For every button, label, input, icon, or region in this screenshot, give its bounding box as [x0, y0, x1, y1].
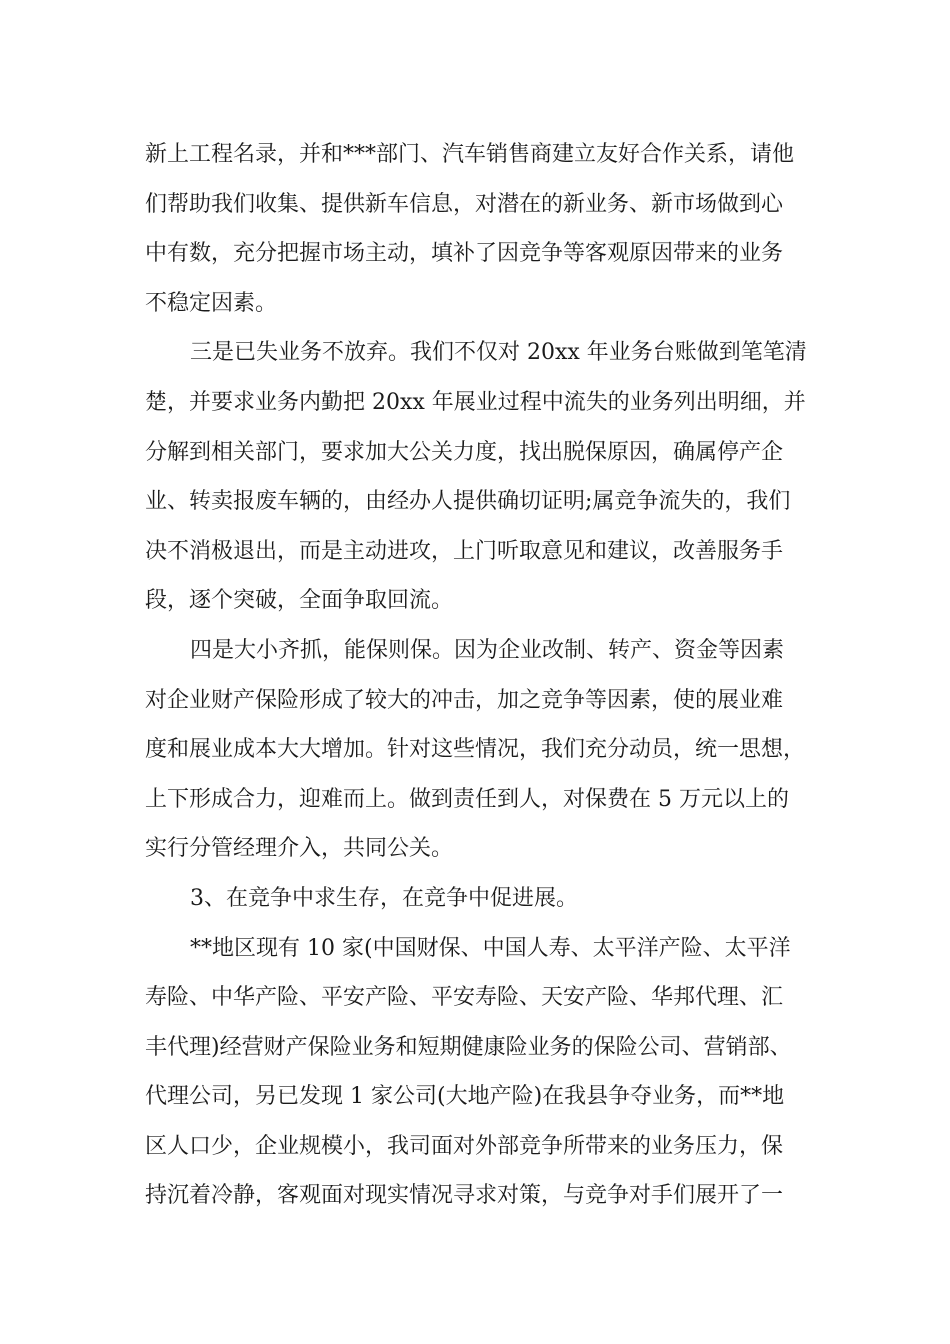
- text-line: 业、转卖报废车辆的，由经办人提供确切证明;属竞争流失的，我们: [145, 489, 791, 515]
- text-line: 段，逐个突破，全面争取回流。: [145, 588, 454, 614]
- text-line: 楚，并要求业务内勤把 20xx 年展业过程中流失的业务列出明细，并: [145, 389, 806, 415]
- text-line: 上下形成合力，迎难而上。做到责任到人，对保费在 5 万元以上的: [145, 786, 789, 812]
- text-line: 对企业财产保险形成了较大的冲击，加之竞争等因素，使的展业难: [145, 687, 784, 713]
- text-line: 代理公司，另已发现 1 家公司(大地产险)在我县争夺业务，而**地: [145, 1084, 785, 1110]
- text-line: 寿险、中华产险、平安产险、平安寿险、天安产险、华邦代理、汇: [145, 985, 784, 1011]
- text-line: 区人口少，企业规模小，我司面对外部竞争所带来的业务压力，保: [145, 1133, 784, 1159]
- text-line: 决不消极退出，而是主动进攻，上门听取意见和建议，改善服务手: [145, 538, 784, 564]
- paragraph-start-line: **地区现有 10 家(中国财保、中国人寿、太平洋产险、太平洋: [190, 935, 791, 961]
- paragraph-start-line: 四是大小齐抓，能保则保。因为企业改制、转产、资金等因素: [190, 637, 785, 663]
- text-line: 丰代理)经营财产保险业务和短期健康险业务的保险公司、营销部、: [145, 1034, 792, 1060]
- section-heading: 3、在竞争中求生存，在竞争中促进展。: [190, 885, 578, 911]
- text-line: 分解到相关部门，要求加大公关力度，找出脱保原因，确属停产企: [145, 439, 784, 465]
- text-line: 度和展业成本大大增加。针对这些情况，我们充分动员，统一思想，: [145, 737, 806, 763]
- text-line: 中有数，充分把握市场主动，填补了因竞争等客观原因带来的业务: [145, 241, 784, 267]
- text-line: 新上工程名录，并和***部门、汽车销售商建立友好合作关系，请他: [145, 142, 795, 167]
- document-body: [145, 130, 810, 1221]
- text-line: 实行分管经理介入，共同公关。: [145, 836, 454, 862]
- text-line: 持沉着冷静，客观面对现实情况寻求对策，与竞争对手们展开了一: [145, 1183, 784, 1209]
- paragraph-start-line: 三是已失业务不放弃。我们不仅对 20xx 年业务台账做到笔笔清: [190, 340, 807, 366]
- text-line: 们帮助我们收集、提供新车信息，对潜在的新业务、新市场做到心: [145, 191, 784, 217]
- text-line: 不稳定因素。: [145, 290, 278, 316]
